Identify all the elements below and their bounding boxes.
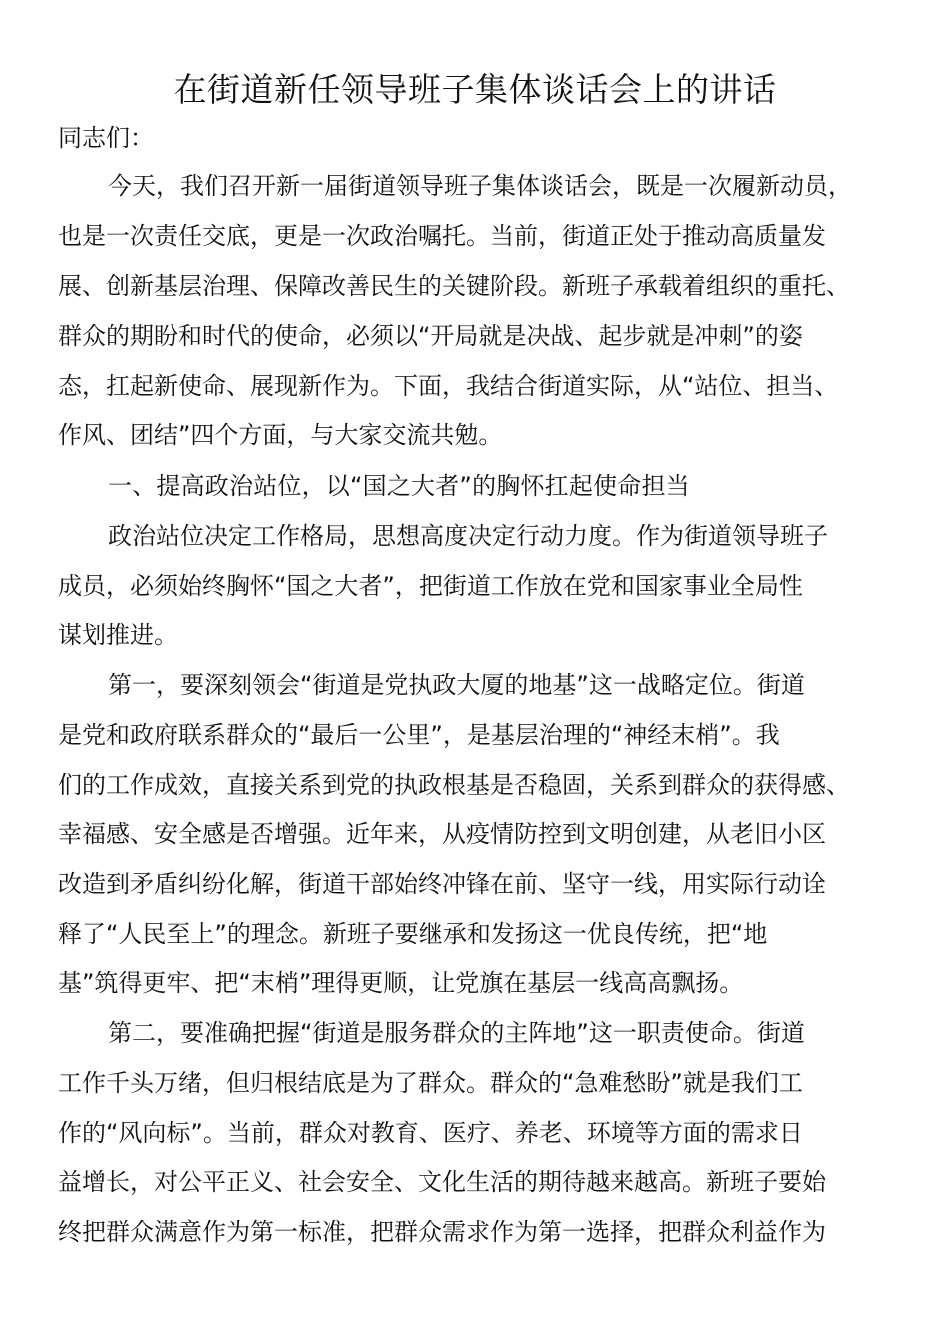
paragraph-line: 改造到矛盾纠纷化解，街道干部始终冲锋在前、坚守一线，用实际行动诠 — [58, 870, 826, 898]
paragraph-line: 成员，必须始终胸怀“国之大者”，把街道工作放在党和国家事业全局性 — [58, 572, 803, 600]
salutation: 同志们： — [58, 124, 154, 152]
paragraph-line: 是党和政府联系群众的“最后一公里”，是基层治理的“神经末梢”。我 — [58, 721, 780, 749]
paragraph-line: 展、创新基层治理、保障改善民生的关键阶段。新班子承载着组织的重托、 — [58, 272, 850, 300]
document-title: 在街道新任领导班子集体谈话会上的讲话 — [173, 70, 777, 109]
paragraph-line: 政治站位决定工作格局，思想高度决定行动力度。作为街道领导班子 — [108, 522, 828, 550]
paragraph-line: 工作千头万绪，但归根结底是为了群众。群众的“急难愁盼”就是我们工 — [58, 1069, 803, 1097]
paragraph-line: 作的“风向标”。当前，群众对教育、医疗、养老、环境等方面的需求日 — [58, 1119, 803, 1147]
paragraph-line: 第二，要准确把握“街道是服务群众的主阵地”这一职责使命。街道 — [108, 1019, 805, 1047]
paragraph-line: 基”筑得更牢、把“末梢”理得更顺，让党旗在基层一线高高飘扬。 — [58, 969, 744, 997]
paragraph-line: 今天，我们召开新一届街道领导班子集体谈话会，既是一次履新动员， — [108, 172, 852, 200]
paragraph-line: 益增长，对公平正义、社会安全、文化生活的期待越来越高。新班子要始 — [58, 1168, 826, 1196]
paragraph-line: 终把群众满意作为第一标准，把群众需求作为第一选择，把群众利益作为 — [58, 1218, 826, 1246]
paragraph-line: 也是一次责任交底，更是一次政治嘱托。当前，街道正处于推动高质量发 — [58, 222, 826, 250]
paragraph-line: 谋划推进。 — [58, 621, 178, 649]
paragraph-line: 第一，要深刻领会“街道是党执政大厦的地基”这一战略定位。街道 — [108, 671, 805, 699]
paragraph-line: 释了“人民至上”的理念。新班子要继承和发扬这一优良传统，把“地 — [58, 920, 768, 948]
paragraph-line: 态，扛起新使命、展现新作为。下面，我结合街道实际，从“站位、担当、 — [58, 372, 839, 400]
paragraph-line: 幸福感、安全感是否增强。近年来，从疫情防控到文明创建，从老旧小区 — [58, 820, 826, 848]
paragraph-line: 群众的期盼和时代的使命，必须以“开局就是决战、起步就是冲刺”的姿 — [58, 322, 803, 350]
paragraph-line: 作风、团结”四个方面，与大家交流共勉。 — [58, 421, 503, 449]
paragraph-line: 们的工作成效，直接关系到党的执政根基是否稳固，关系到群众的获得感、 — [58, 771, 850, 799]
section-heading: 一、提高政治站位，以“国之大者”的胸怀扛起使命担当 — [108, 472, 690, 500]
